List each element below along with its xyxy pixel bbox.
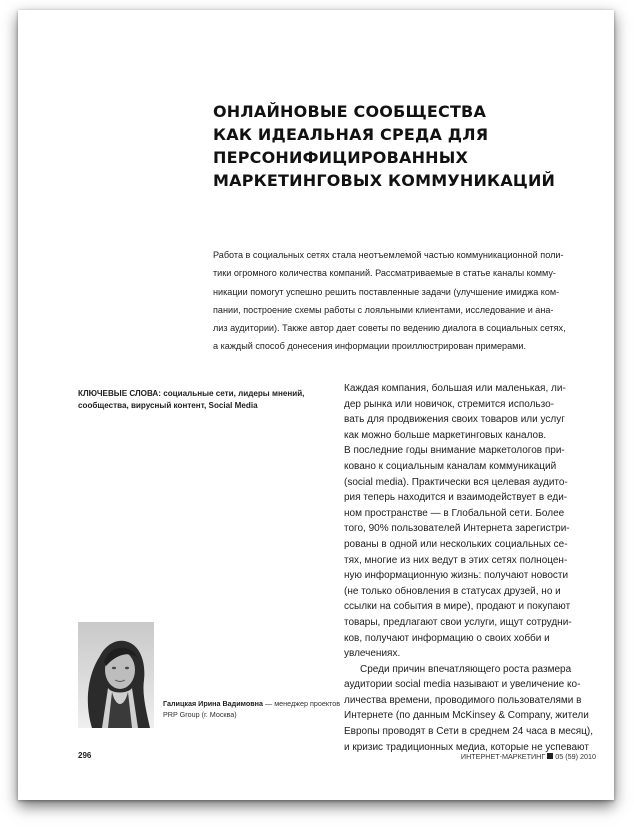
body-line: Среди причин впечатляющего роста размера	[360, 663, 572, 675]
journal-footer	[461, 752, 596, 761]
keywords-line: сообщества, вирусный контент, Social Media	[78, 401, 258, 410]
body-line: (social media). Практически вся целевая аудито-	[344, 476, 568, 488]
abstract-line: тики огромного количества компаний. Рассматриваемые в статье каналы комму-	[213, 268, 556, 279]
abstract-line: Работа в социальных сетях стала неотъемлемой частью коммуникационной поли-	[213, 250, 564, 260]
title-line: МАРКЕТИНГОВЫХ КОММУНИКАЦИЙ	[213, 171, 556, 190]
body-line: как можно больше маркетинговых каналов.	[344, 429, 547, 441]
body-line: ссылки на события в мире), продают и покупают	[344, 601, 571, 613]
keywords-block	[78, 388, 328, 412]
body-line: личества времени, проводимого пользователями в	[344, 694, 582, 706]
author-photo	[78, 622, 154, 728]
body-line: аудитории social media называют и увеличение ко-	[344, 679, 581, 691]
abstract-line: пании, построение схемы работы с лояльными клиентами, исследование и ана-	[213, 304, 554, 315]
body-line: тях, многие из них ведут в этих сетях полноцен-	[344, 554, 568, 566]
author-portrait-image	[78, 622, 154, 728]
keywords-line: КЛЮЧЕВЫЕ СЛОВА: социальные сети, лидеры мнений,	[78, 389, 305, 398]
abstract-line: лиз аудитории). Также автор дает советы по ведению диалога в социальных сетях,	[213, 323, 566, 334]
title-line: ПЕРСОНИФИЦИРОВАННЫХ	[213, 148, 469, 167]
body-line: вать для продвижения своих товаров или услуг	[344, 414, 565, 426]
magazine-page	[18, 10, 614, 800]
article-title	[213, 100, 593, 192]
body-line: ковано к социальным каналам коммуникаций	[344, 460, 557, 472]
body-line: рованы в одной или нескольких социальных се-	[344, 538, 568, 550]
body-line: дер рынка или новичок, стремится использо-	[344, 398, 554, 410]
body-line: ную информационную жизнь: получают новости	[344, 570, 569, 582]
body-line: ков, получают информацию о своих хобби и	[344, 632, 550, 644]
author-name: Галицкая Ирина Вадимовна	[163, 699, 264, 708]
body-line: В последние годы внимание маркетологов при-	[344, 445, 565, 457]
page-number: 296	[78, 751, 92, 760]
author-org: PRP Group (г. Москва)	[163, 710, 237, 719]
article-abstract	[213, 246, 598, 356]
body-line: рия теперь находится и взаимодействует в еди-	[344, 492, 568, 504]
author-role: — менеджер проектов	[263, 699, 341, 708]
body-line: того, 90% пользователей Интернета зарегистри-	[344, 523, 570, 535]
journal-issue: 05 (59) 2010	[555, 752, 596, 761]
body-line: товары, предлагают свои услуги, ищут сотрудни-	[344, 616, 572, 628]
body-line: Европы проводят в Сети в среднем 24 часа в месяц),	[344, 726, 594, 738]
body-line: увлечениях.	[344, 648, 401, 660]
body-line: ном пространстве — в Глобальной сети. Более	[344, 507, 565, 519]
abstract-line: а каждый способ донесения информации проиллюстрирован примерами.	[213, 341, 527, 352]
abstract-line: никации помогут успешно решить поставленные задачи (улучшение имиджа ком-	[213, 286, 560, 297]
journal-name: ИНТЕРНЕТ-МАРКЕТИНГ	[460, 752, 546, 761]
body-line: Каждая компания, большая или маленькая, ли-	[344, 383, 566, 394]
title-line: КАК ИДЕАЛЬНАЯ СРЕДА ДЛЯ	[213, 125, 489, 144]
author-line	[163, 698, 363, 709]
title-line: ОНЛАЙНОВЫЕ СООБЩЕСТВА	[213, 102, 487, 121]
author-caption	[163, 698, 363, 720]
body-line: (не только обновления в статусах друзей, но и	[344, 585, 561, 597]
body-line: Интернете (по данным McKinsey & Company, жители	[344, 710, 589, 722]
square-bullet-icon	[547, 753, 553, 759]
body-line: и кризис традиционных медиа, которые не успевают	[344, 741, 589, 753]
article-body	[344, 381, 609, 755]
